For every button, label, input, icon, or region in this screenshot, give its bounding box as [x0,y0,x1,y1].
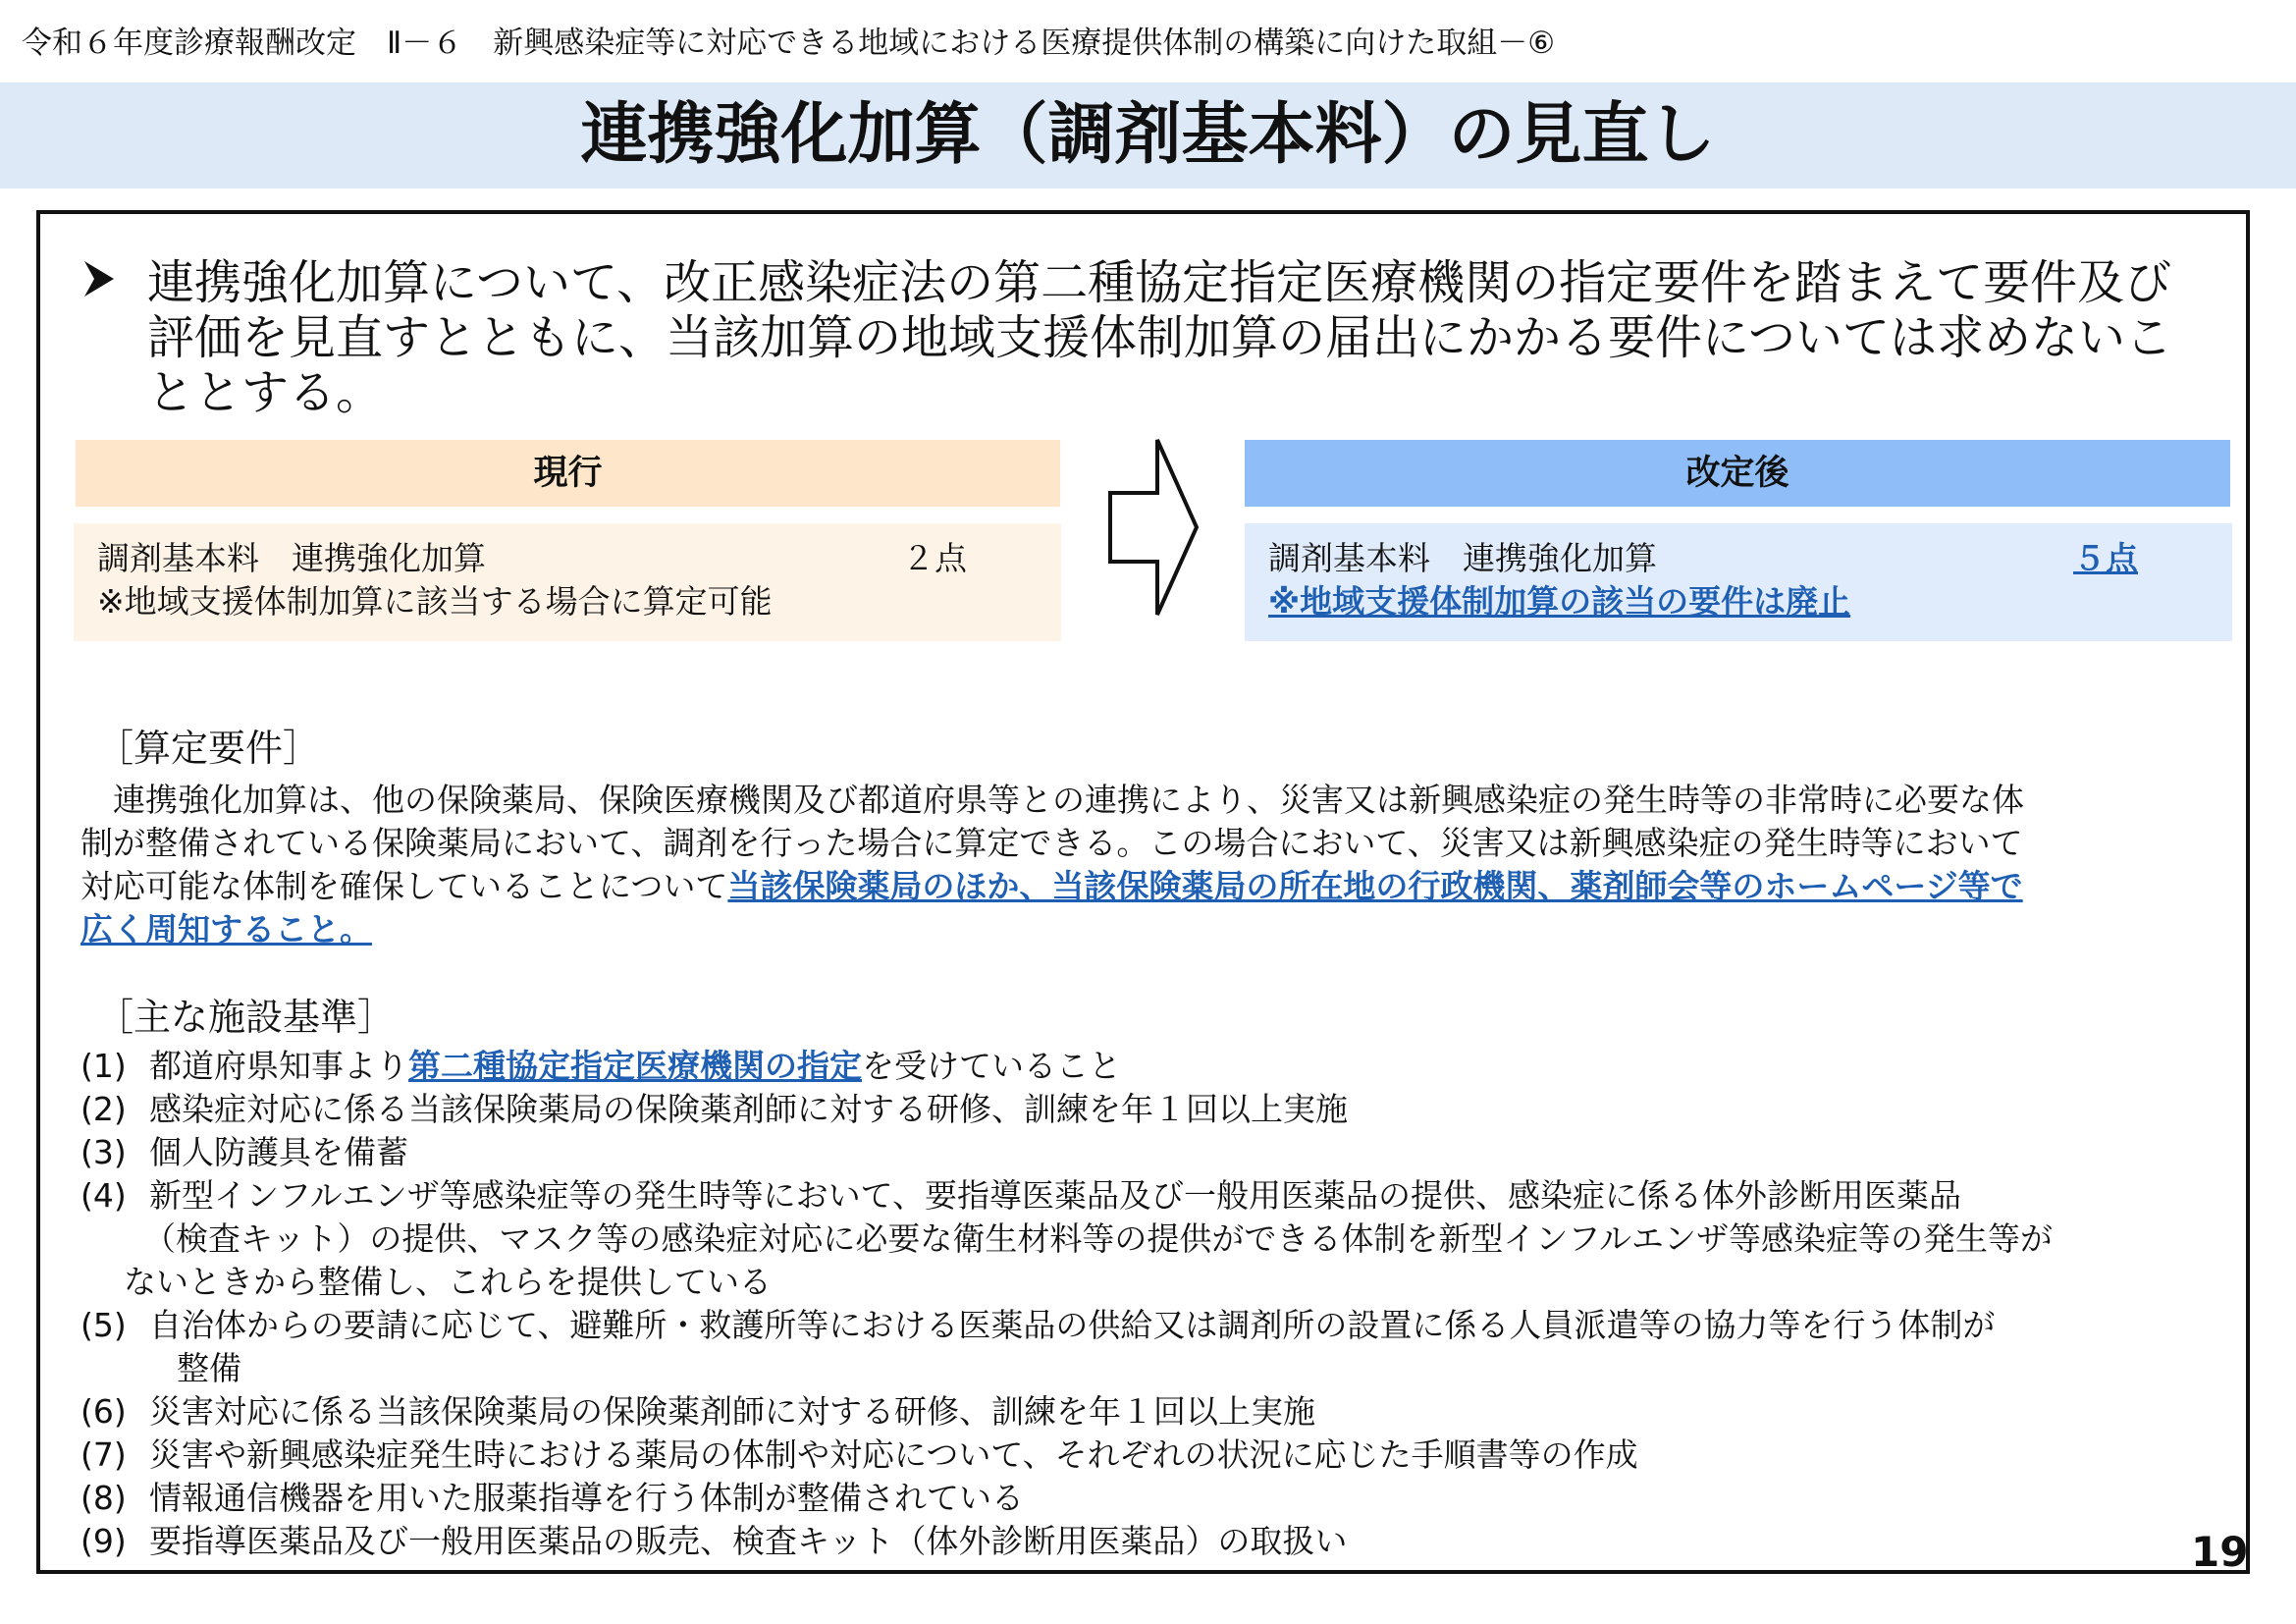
current-box [74,523,1061,641]
item-number: (1) [80,1047,127,1085]
item-number: (5) [80,1306,127,1344]
list-item [80,1088,2220,1131]
item-number: (3) [80,1133,127,1171]
title-band [0,82,2296,189]
facility-heading: ［主な施設基準］ [96,996,396,1039]
list-item [80,1477,2220,1520]
page-number: 19 [2191,1528,2249,1576]
list-item [80,1520,2220,1563]
requirements-line: 制が整備されている保険薬局において、調剤を行った場合に算定できる。この場合において、災害又は新興感染症の発生時等において [80,824,2023,862]
breadcrumb: 令和６年度診療報酬改定 Ⅱ－６ 新興感染症等に対応できる地域における医療提供体制の構築に向けた取組－⑥ [22,26,1556,61]
item-text: 要指導医薬品及び一般用医薬品の販売、検査キット（体外診断用医薬品）の取扱い [149,1522,1348,1560]
item-text: を受けていること [862,1047,1121,1085]
requirements-line-plain: 対応可能な体制を確保していることについて [80,867,728,905]
revised-note: ※地域支援体制加算の該当の要件は廃止 [1268,582,1851,621]
item-number: (2) [80,1090,127,1128]
arrow-bullet-icon [82,255,128,310]
requirements-line: 連携強化加算は、他の保険薬局、保険医療機関及び都道府県等との連携により、災害又は新興感染症の発生時等の非常時に必要な体 [80,781,2024,819]
requirements-text [80,779,2211,951]
list-item-continuation: ないときから整備し、これらを提供している [124,1263,772,1301]
current-note: ※地域支援体制加算に該当する場合に算定可能 [97,582,773,621]
current-points: ２点 [902,539,967,577]
list-item [80,1131,2220,1174]
revised-header: 改定後 [1245,440,2230,507]
right-block-arrow-icon [1106,436,1201,623]
current-item: 調剤基本料 連携強化加算 [97,539,486,577]
lead-text: 連携強化加算について、改正感染症法の第二種協定指定医療機関の指定要件を踏まえて要件及び評価を見直すとともに、当該加算の地域支援体制加算の届出にかかる要件については求めないこととする。 [147,255,2173,420]
requirements-highlight: 広く周知すること。 [80,910,372,948]
item-number: (7) [80,1435,127,1474]
item-highlight: 第二種協定指定医療機関の指定 [408,1047,862,1085]
item-text: 災害や新興感染症発生時における薬局の体制や対応について、それぞれの状況に応じた手順書等の作成 [149,1435,1638,1474]
page-title: 連携強化加算（調剤基本料）の見直し [580,96,1716,174]
item-number: (8) [80,1479,127,1517]
list-item [80,1304,2220,1347]
facility-list [80,1045,2220,1563]
item-number: (6) [80,1392,127,1431]
item-text: 災害対応に係る当該保険薬局の保険薬剤師に対する研修、訓練を年１回以上実施 [149,1392,1315,1431]
list-item [80,1174,2220,1218]
item-text: 新型インフルエンザ等感染症等の発生時等において、要指導医薬品及び一般用医薬品の提供、感染症に係る体外診断用医薬品 [149,1176,1962,1215]
requirements-line [80,865,2211,908]
item-text: 個人防護具を備蓄 [149,1133,408,1171]
lead-statement [82,255,2193,420]
item-number: (9) [80,1522,127,1560]
requirements-heading: ［算定要件］ [96,727,321,770]
list-item [80,1434,2220,1477]
list-item [80,1390,2220,1434]
revised-points: ５点 [2073,539,2138,577]
item-text: 自治体からの要請に応じて、避難所・救護所等における医薬品の供給又は調剤所の設置に係る人員派遣等の協力等を行う体制が [149,1306,1996,1344]
revised-box [1245,523,2232,641]
list-item [80,1045,2220,1088]
revised-item: 調剤基本料 連携強化加算 [1268,539,1657,577]
list-item-continuation: 整備 [177,1349,241,1387]
item-text: 都道府県知事より [149,1047,408,1085]
requirements-highlight: 当該保険薬局のほか、当該保険薬局の所在地の行政機関、薬剤師会等のホームページ等で [727,867,2023,905]
item-text: 感染症対応に係る当該保険薬局の保険薬剤師に対する研修、訓練を年１回以上実施 [149,1090,1348,1128]
list-item-continuation: （検査キット）の提供、マスク等の感染症対応に必要な衛生材料等の提供ができる体制を新型インフルエンザ等感染症等の発生等が [143,1219,2054,1258]
item-number: (4) [80,1176,127,1215]
item-text: 情報通信機器を用いた服薬指導を行う体制が整備されている [149,1479,1024,1517]
current-header: 現行 [76,440,1060,507]
